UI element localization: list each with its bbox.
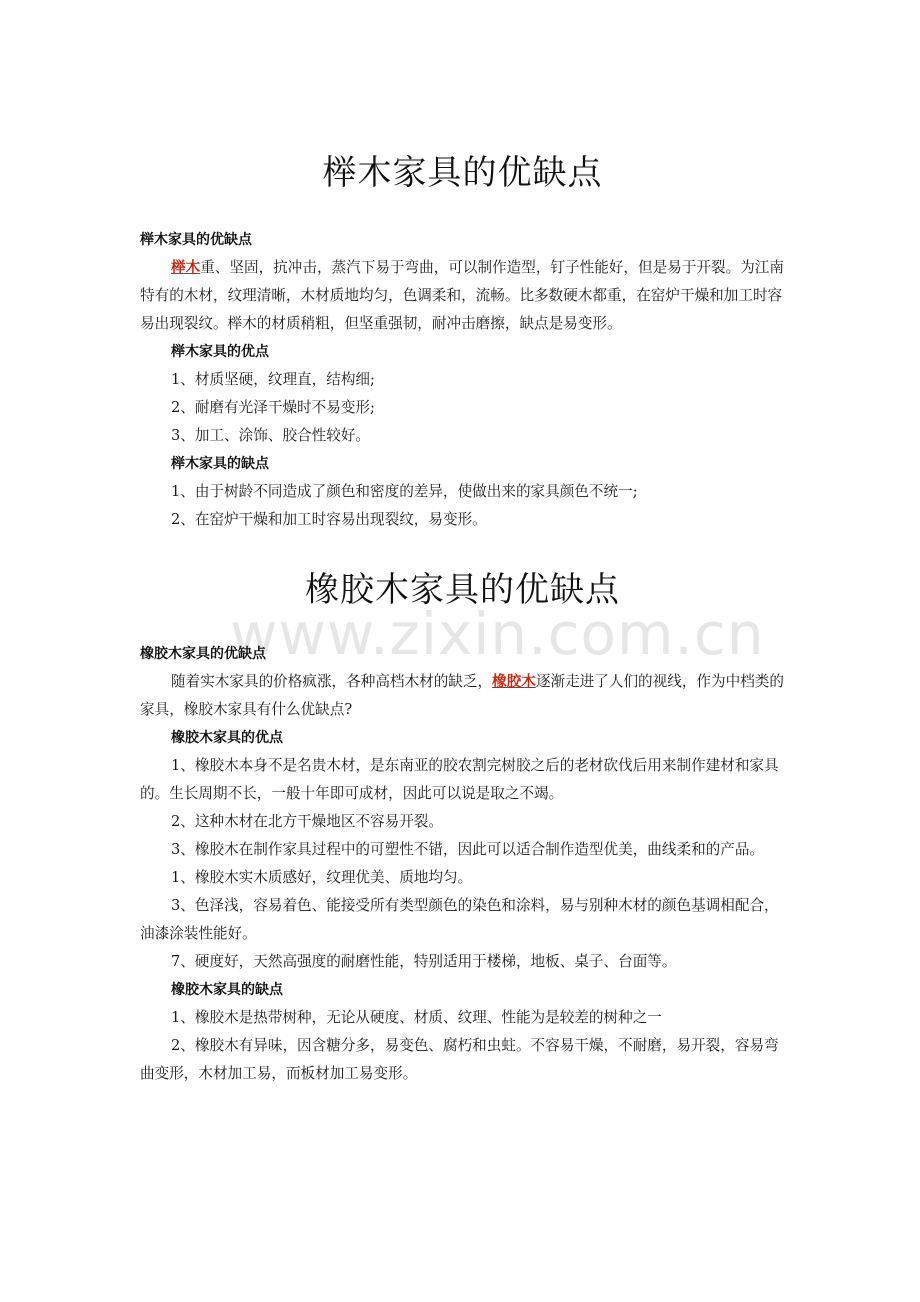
keyword-link-rubberwood[interactable]: 橡胶木 [492, 673, 536, 690]
list-item: 3、橡胶木在制作家具过程中的可塑性不错，因此可以适合制作造型优美，曲线柔和的产品。 [171, 841, 765, 858]
list-item: 2、耐磨有光泽干燥时不易变形; [171, 399, 375, 416]
list-item: 2、橡胶木有异味，因含糖分多，易变色、腐朽和虫蛀。不容易干燥，不耐磨，易开裂，容易弯曲变形，木材加工易，而板材加工易变形。 [140, 1037, 779, 1082]
section2-cons-heading: 橡胶木家具的缺点 [171, 982, 283, 998]
list-item: 2、在窑炉干燥和加工时容易出现裂纹，易变形。 [171, 511, 487, 528]
list-item: 3、色泽浅，容易着色、能接受所有类型颜色的染色和涂料，易与别种木材的颜色基调相配合，油漆涂装性能好。 [140, 897, 779, 942]
section2-subtitle: 橡胶木家具的优缺点 [140, 646, 266, 662]
list-item: 7、硬度好，天然高强度的耐磨性能，特别适用于楼梯，地板、桌子、台面等。 [171, 953, 677, 970]
list-item: 1、橡胶木实木质感好，纹理优美、质地均匀。 [171, 869, 473, 886]
section2-body [140, 644, 785, 1088]
section2-intro-before: 随着实木家具的价格疯涨，各种高档木材的缺乏， [171, 673, 493, 690]
section1-cons-heading: 榉木家具的缺点 [171, 456, 269, 472]
section2-title: 橡胶木家具的优缺点 [305, 570, 620, 610]
section2-intro-after: 逐渐走进了人们的视线，作为中档类的家具，橡胶木家具有什么优缺点? [140, 673, 784, 718]
section2-pros-heading: 橡胶木家具的优点 [171, 730, 283, 746]
keyword-link-beech[interactable]: 榉木 [171, 259, 201, 276]
list-item: 3、加工、涂饰、胶合性较好。 [171, 427, 371, 444]
section1-title: 榉木家具的优缺点 [322, 153, 603, 193]
list-item: 2、这种木材在北方干燥地区不容易开裂。 [171, 813, 443, 830]
section1-subtitle: 榉木家具的优缺点 [140, 232, 252, 248]
section1-pros-heading: 榉木家具的优点 [171, 344, 269, 360]
list-item: 1、橡胶木本身不是名贵木材，是东南亚的胶农割完树胶之后的老材砍伐后用来制作建材和家具的。生长周期不长，一般十年即可成材，因此可以说是取之不竭。 [140, 757, 779, 802]
section2-intro [140, 668, 785, 724]
section1-body [140, 230, 785, 534]
watermark: www.zixin.com.cn [230, 600, 765, 668]
section1-intro-text: 重、坚固，抗冲击，蒸汽下易于弯曲，可以制作造型，钉子性能好，但是易于开裂。为江南特有的木材，纹理清晰，木材质地均匀，色调柔和，流畅。比多数硬木都重，在窑炉干燥和加工时容易出现裂纹。榉木的材质稍粗，但坚重强韧，耐冲击磨擦，缺点是易变形。 [140, 259, 784, 332]
list-item: 1、材质坚硬，纹理直，结构细; [171, 371, 375, 388]
section1-intro [140, 254, 785, 338]
list-item: 1、橡胶木是热带树种，无论从硬度、材质、纹理、性能为是较差的树种之一 [171, 1009, 662, 1026]
list-item: 1、由于树龄不同造成了颜色和密度的差异，使做出来的家具颜色不统一; [171, 483, 638, 500]
